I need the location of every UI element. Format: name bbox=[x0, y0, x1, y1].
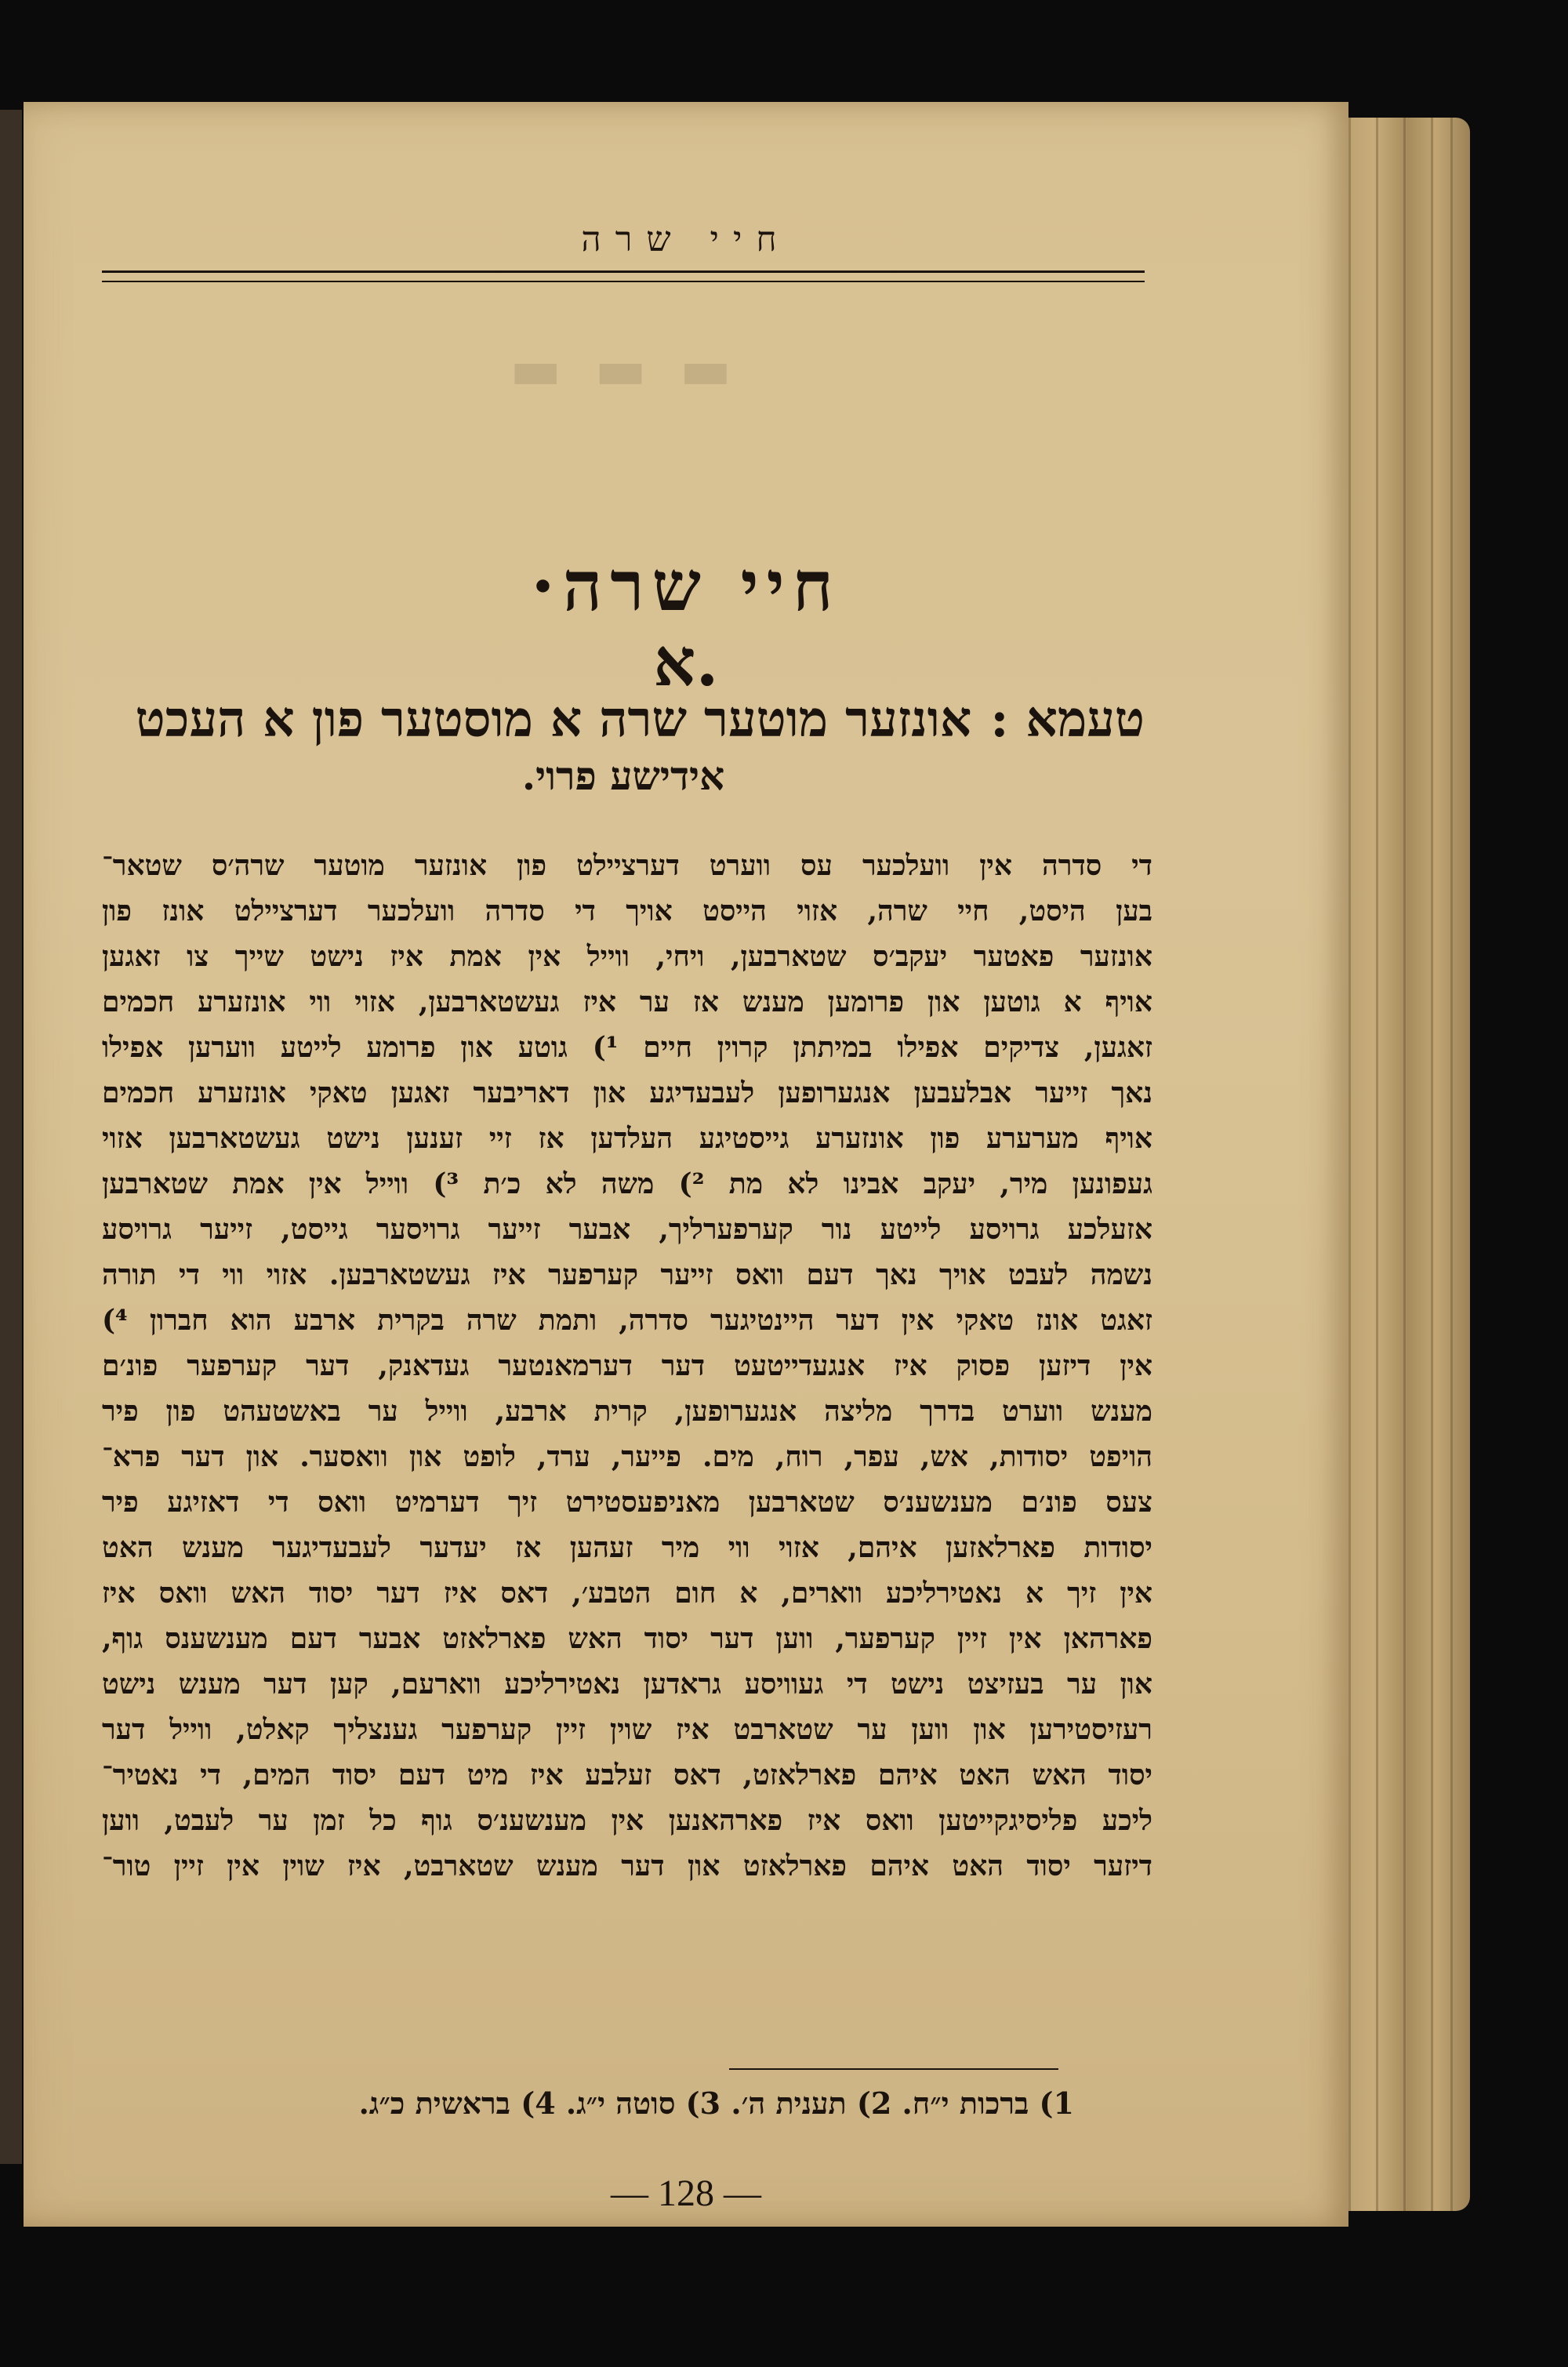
body-line: זאגט אונז טאקי אין דער היינטיגער סדרה, ותמת שרה בקרית ארבע הוא חברון ⁴) bbox=[102, 1304, 1152, 1337]
book-page bbox=[24, 102, 1348, 2227]
body-line: צעס פונ׳ם מענשענ׳ס שטארבען מאניפעסטירט זיך דערמיט וואס די דאזיגע פיר bbox=[102, 1486, 1152, 1519]
chapter-number: א. bbox=[653, 623, 719, 701]
body-line: נאך זייער אבלעבען אנגערופען לעבעדיגע און דאריבער זאגען טאקי אונזערע חכמים bbox=[102, 1076, 1152, 1109]
body-line: ליכע פליסיגקייטען וואס איז פארהאנען אין מענשענ׳ס גוף כל זמן ער לעבט, ווען bbox=[102, 1804, 1152, 1837]
body-line: אויף מערערע פון אונזערע גייסטיגע העלדען אז זיי זענען נישט געשטארבען אזוי bbox=[102, 1122, 1152, 1155]
body-line: בען היסט, חיי שרה, אזוי הייסט אויך די סדרה וועלכער דערציילט אונז פון bbox=[102, 895, 1152, 928]
body-line: נשמה לעבט אויך נאך דעם וואס זייער קערפער איז געשטארבען. אזוי ווי די תורה bbox=[102, 1258, 1152, 1291]
body-line: אזעלכע גרויסע לייטע נור קערפערליך, אבער זייער גרויסער גייסט, זייער גרויסע bbox=[102, 1213, 1152, 1246]
facing-page-edge bbox=[0, 110, 22, 2164]
footnotes: 1) ברכות י״ח. 2) תענית ה׳. 3) סוטה י״ג. 4) בראשית כ״ג. bbox=[358, 2086, 1074, 2121]
body-line: אונזער פאטער יעקב׳ס שטארבען, ויחי, ווייל אין אמת איז נישט שייך צו זאגען bbox=[102, 940, 1152, 973]
body-line: אין זיך א נאטירליכע ווארים, א חום הטבע׳, דאס איז דער יסוד האש וואס איז bbox=[102, 1577, 1152, 1610]
running-head: חיי שרה bbox=[581, 220, 791, 260]
body-line: זאגען, צדיקים אפילו במיתתן קרוין חיים ¹) גוטע און פרומע לייטע ווערען אפילו bbox=[102, 1031, 1152, 1064]
theme-heading bbox=[102, 686, 1145, 752]
body-line: פארהאן אין זיין קערפער, ווען דער יסוד האש פארלאזט אבער דעם מענשענס גוף, bbox=[102, 1622, 1152, 1655]
body-line: מענש ווערט בדרך מליצה אנגערופען, קרית ארבע, ווייל ער באשטעהט פון פיר bbox=[102, 1395, 1152, 1428]
body-line: דיזער יסוד האט איהם פארלאזט און דער מענש שטארבט, איז שוין אין זיין טור־ bbox=[102, 1850, 1152, 1882]
body-line: יסוד האש האט איהם פארלאזט, דאס זעלבע איז מיט דעם יסוד המים, די נאטיר־ bbox=[102, 1759, 1152, 1792]
theme-subtext: אידישע פרוי. bbox=[521, 753, 725, 799]
body-line: רעזיסטירען און ווען ער שטארבט איז שוין זיין קערפער גענצליך קאלט, ווייל דער bbox=[102, 1713, 1152, 1746]
chapter-title: חיי שרה· bbox=[531, 545, 841, 626]
body-line: אין דיזען פסוק איז אנגעדייטעט דער דערמאנטער געדאנק, דער קערפער פונ׳ם bbox=[102, 1349, 1152, 1382]
body-line: אויף א גוטען און פרומען מענש אז ער איז געשטארבען, אזוי ווי אונזערע חכמים bbox=[102, 986, 1152, 1018]
book-page-edges bbox=[1333, 118, 1470, 2211]
body-line: די סדרה אין וועלכער עס ווערט דערציילט פון אונזער מוטער שרה׳ס שטאר־ bbox=[102, 849, 1152, 882]
body-text bbox=[102, 843, 1152, 1889]
footnote-rule bbox=[729, 2068, 1058, 2070]
theme-text: אונזער מוטער שרה א מוסטער פון א העכט bbox=[135, 690, 972, 748]
body-line: יסודות פארלאזען איהם, אזוי ווי מיר זעהען אז יעדער לעבעדיגער מענש האט bbox=[102, 1531, 1152, 1564]
header-rule bbox=[102, 270, 1145, 282]
body-line: און ער בעזיצט נישט די געוויסע גראדען נאטירליכע ווארעם, קען דער מענש נישט bbox=[102, 1668, 1152, 1701]
body-line: הויפט יסודות, אש, עפר, רוח, מים. פייער, ערד, לופט און וואסער. און דער פרא־ bbox=[102, 1440, 1152, 1473]
page-number: — 128 — bbox=[611, 2173, 761, 2214]
bleed-through-shadow: ▬ ▬ ▬ bbox=[510, 337, 739, 401]
body-line: געפונען מיר, יעקב אבינו לא מת ²) משה לא כ׳ת ³) ווייל אין אמת שטארבען bbox=[102, 1167, 1152, 1200]
theme-label: טעמא : bbox=[990, 690, 1145, 748]
